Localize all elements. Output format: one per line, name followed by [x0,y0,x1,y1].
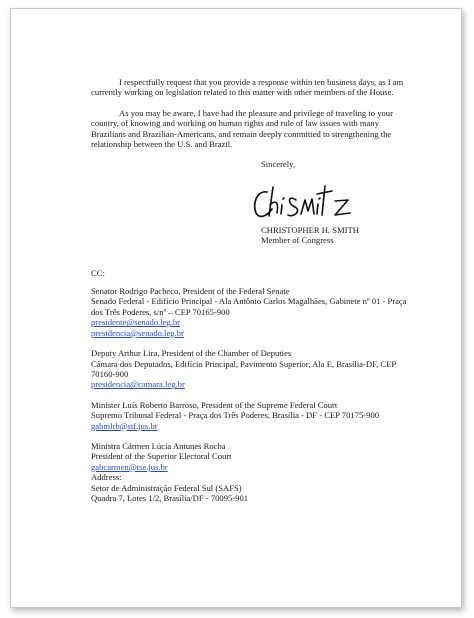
experience-paragraph: As you may be aware, I have had the pleasure and privilege of traveling to your country, of knowing and working on human rights and rule of law issues with many Brazilians and Brazilian-Americans, and remain deeply committed to strengthening the relationship between the U.S. and Brazil. [91,107,393,150]
cc-line: President of the Superior Electoral Court [91,451,232,462]
cc-recipient-chamber [91,348,411,390]
cc-line: Supremo Tribunal Federal - Praça dos Três Poderes, Brasília - DF - CEP 70175-900 [91,410,380,421]
cc-line: Câmara dos Deputados, Edifício Principal, Pavimento Superior, Ala E, Brasília-DF, CEP 70160-900 [91,358,396,379]
signer-name: CHRISTOPHER H. SMITH [261,224,359,235]
cc-recipient-supreme-court [91,400,411,431]
cc-line: Ministra Cármen Lúcia Antunes Rocha [91,440,226,451]
cc-recipient-senate [91,286,411,338]
email-link[interactable]: presidencia@camara.leg.br [91,379,185,390]
signer-block [261,225,411,246]
email-link[interactable]: presidencia@senado.leg.br [91,327,184,338]
closing-salutation: Sincerely, [261,159,296,170]
letter-body [91,77,411,513]
cc-line: Address: [91,472,122,483]
email-link[interactable]: gabmlrb@stf.jus.br [91,420,158,431]
letter-page [10,8,462,608]
cc-line: Deputy Arthur Lira, President of the Chamber of Deputies [91,348,292,359]
cc-line: Minister Luís Roberto Barroso, President of the Supreme Federal Court [91,399,338,410]
cc-line: Setor de Administração Federal Sul (SAFS) [91,482,242,493]
cc-label: CC: [91,267,105,278]
cc-line: Quadra 7, Lotes 1/2, Brasília/DF - 70095-901 [91,492,249,503]
signer-title: Member of Congress [261,235,334,246]
email-link[interactable]: gabcarmen@tse.jus.br [91,461,168,472]
signature-image [251,180,361,225]
cc-line: Senado Federal - Edifício Principal - Ala Antônio Carlos Magalhães, Gabinete nº 01 - Praça dos Três Poderes, s/nº – CEP 70165-900 [91,296,407,317]
cc-recipient-electoral-court [91,441,411,503]
request-paragraph: I respectfully request that you provide a response within ten business days, as I am currently working on legislation related to this matter with other members of the House. [91,77,404,98]
email-link[interactable]: presidente@senado.leg.br [91,317,181,328]
cc-line: Senator Rodrigo Pacheco, President of the Federal Senate [91,286,290,297]
